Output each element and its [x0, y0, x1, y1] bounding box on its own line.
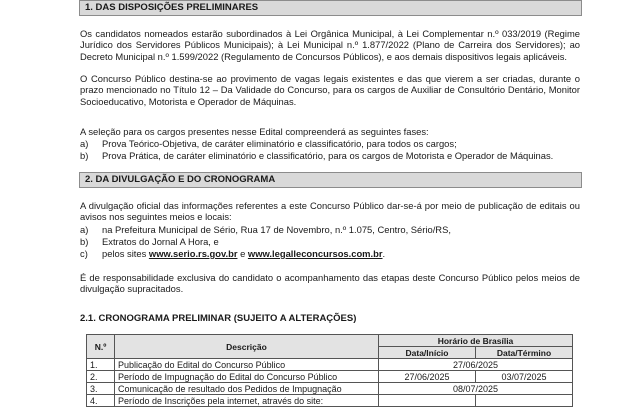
row-num: 4. [87, 395, 115, 407]
sites-joiner: e [237, 248, 248, 259]
table-row [87, 383, 573, 395]
row-num: 1. [87, 359, 115, 371]
header-num: N.º [87, 335, 115, 359]
header-termino: Data/Término [476, 347, 573, 359]
header-horario: Horário de Brasília [379, 335, 573, 347]
header-inicio: Data/Início [379, 347, 476, 359]
row-desc: Comunicação de resultado dos Pedidos de Impugnação [115, 383, 379, 395]
means-letter: c) [80, 248, 88, 259]
table-row [87, 359, 573, 371]
row-desc: Publicação do Edital do Concurso Público [115, 359, 379, 371]
cronograma-table [86, 334, 573, 407]
sites-prefix: pelos sites [102, 248, 149, 259]
means-text: na Prefeitura Municipal de Sério, Rua 17 de Novembro, n.º 1.075, Centro, Sério/RS, [102, 224, 451, 235]
sites-suffix: . [382, 248, 386, 259]
means-letter: b) [80, 236, 89, 247]
means-item [80, 224, 451, 235]
section-2-paragraph-2: É de responsabilidade exclusiva do candidato o acompanhamento das etapas deste Concurso Público pelos meios de divulgação supracitados. [80, 272, 580, 295]
row-date: 27/06/2025 [379, 359, 573, 371]
phase-text: Prova Prática, de caráter eliminatório e classificatório, para os cargos de Motorista e Operador de Máquinas. [102, 150, 554, 161]
row-date-start [379, 395, 476, 407]
means-item [80, 236, 219, 247]
table-header-row [87, 335, 573, 347]
means-item-sites [80, 248, 385, 259]
means-text: Extratos do Jornal A Hora, e [102, 236, 219, 247]
site-link-serio[interactable]: www.serio.rs.gov.br [148, 248, 238, 259]
row-date-end [476, 395, 573, 407]
site-link-legalle[interactable]: www.legalleconcursos.com.br [247, 248, 383, 259]
phase-item [80, 150, 553, 161]
cronograma-title: 2.1. CRONOGRAMA PRELIMINAR (SUJEITO A ALTERAÇÕES) [80, 313, 357, 324]
section-1-paragraph-3: A seleção para os cargos presentes nesse Edital compreenderá as seguintes fases: [80, 126, 429, 137]
row-num: 2. [87, 371, 115, 383]
section-1-heading: 1. DAS DISPOSIÇÕES PRELIMINARES [79, 0, 582, 16]
row-date-start: 27/06/2025 [379, 371, 476, 383]
phase-letter: a) [80, 138, 89, 149]
row-desc: Período de Inscrições pela internet, através do site: [115, 395, 379, 407]
row-date: 08/07/2025 [379, 383, 573, 395]
header-desc: Descrição [115, 335, 379, 359]
row-num: 3. [87, 383, 115, 395]
row-date-end: 03/07/2025 [476, 371, 573, 383]
section-1-paragraph-1: Os candidatos nomeados estarão subordinados à Lei Orgânica Municipal, à Lei Complementar n.º 033/2019 (Regime Jurídico dos Servidores Públicos Municipais); à Lei Municipal n.º 1.877/2022 (Plano de Carreira dos Servidores); ao Decreto Municipal n.º 1.599/2022 (Regulamento de Concursos Públicos), e aos demais dispositivos legais aplicáveis. [80, 28, 580, 62]
section-1-paragraph-2: O Concurso Público destina-se ao provimento de vagas legais existentes e das que vierem a ser criadas, durante o prazo mencionado no Título 12 – Da Validade do Concurso, para os cargos de Auxiliar de Consultório Dentário, Monitor Socioeducativo, Motorista e Operador de Máquinas. [80, 73, 580, 107]
phase-item [80, 138, 457, 149]
means-letter: a) [80, 224, 89, 235]
section-2-paragraph-1: A divulgação oficial das informações referentes a este Concurso Público dar-se-á por meio de publicação de editais ou avisos nos seguintes meios e locais: [80, 200, 580, 223]
row-desc: Período de Impugnação do Edital do Concurso Público [115, 371, 379, 383]
phase-letter: b) [80, 150, 89, 161]
table-row [87, 395, 573, 407]
table-row [87, 371, 573, 383]
phase-text: Prova Teórico-Objetiva, de caráter eliminatório e classificatório, para todos os cargos; [102, 138, 457, 149]
section-2-heading: 2. DA DIVULGAÇÃO E DO CRONOGRAMA [79, 172, 582, 188]
